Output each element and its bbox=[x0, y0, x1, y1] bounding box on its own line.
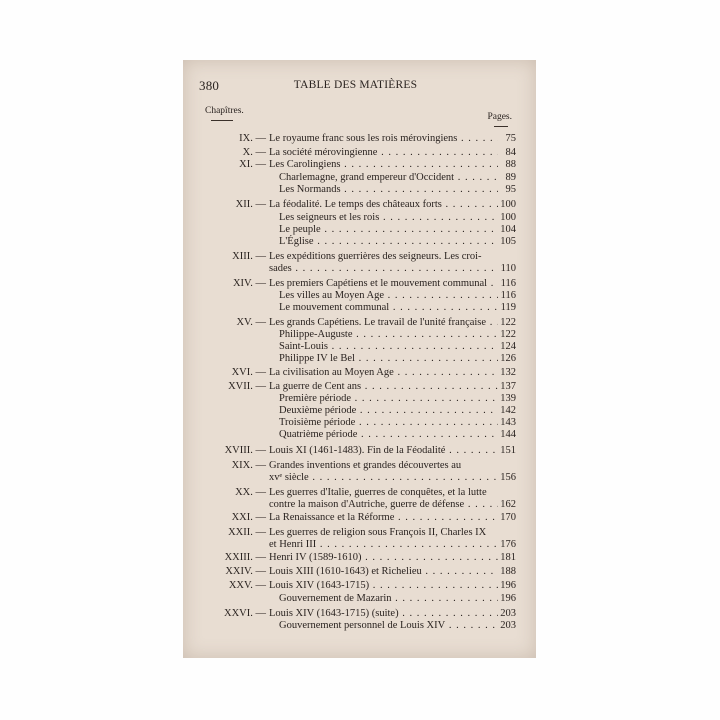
entry-page-number: 88 bbox=[505, 159, 516, 170]
entry-title: Troisième période . . . bbox=[279, 416, 498, 429]
entry-title: Les villes au Moyen Age . . . bbox=[279, 289, 498, 302]
entry-page-number: 89 bbox=[505, 172, 516, 183]
entry-title: Les expéditions guerrières des seigneurs. Les croi- bbox=[269, 251, 482, 262]
chapter-number: XIII. — bbox=[232, 251, 266, 262]
entry-title: La féodalité. Le temps des châteaux forts . . . bbox=[269, 198, 498, 211]
running-title: TABLE DES MATIÈRES bbox=[293, 79, 418, 91]
toc-entry bbox=[183, 592, 536, 605]
entry-page-number: 137 bbox=[500, 381, 516, 392]
pages-label: Pages. bbox=[487, 112, 512, 122]
entry-title: Première période . . . bbox=[279, 392, 498, 405]
entry-page-number: 196 bbox=[500, 580, 516, 591]
entry-title: Philippe IV le Bel . . . bbox=[279, 352, 498, 365]
entry-page-number: 188 bbox=[500, 566, 516, 577]
chapter-number: IX. — bbox=[239, 133, 266, 144]
chapter-number: XIX. — bbox=[231, 460, 266, 471]
toc-entry bbox=[183, 262, 536, 275]
entry-page-number: 151 bbox=[500, 445, 516, 456]
chapter-number: XXII. — bbox=[228, 527, 266, 538]
entry-title: Gouvernement personnel de Louis XIV . . . bbox=[279, 619, 498, 632]
entry-page-number: 170 bbox=[500, 512, 516, 523]
entry-title: Le royaume franc sous les rois mérovingiens . . . bbox=[269, 132, 498, 145]
chapter-number: XXVI. — bbox=[224, 608, 266, 619]
entry-page-number: 122 bbox=[500, 317, 516, 328]
entry-title: La société mérovingienne . . . bbox=[269, 146, 498, 159]
entry-title: contre la maison d'Autriche, guerre de défense . . . bbox=[269, 498, 498, 511]
entry-title: La civilisation au Moyen Age . . . bbox=[269, 366, 498, 379]
entry-title: Louis XI (1461-1483). Fin de la Féodalité . . . bbox=[269, 444, 498, 457]
table-of-contents bbox=[183, 60, 536, 658]
entry-page-number: 139 bbox=[500, 393, 516, 404]
entry-page-number: 144 bbox=[500, 429, 516, 440]
entry-title: Les seigneurs et les rois . . . bbox=[279, 211, 498, 224]
entry-title: Louis XIII (1610-1643) et Richelieu . . . bbox=[269, 565, 498, 578]
chapter-number: XVI. — bbox=[231, 367, 266, 378]
toc-entry bbox=[183, 511, 536, 524]
entry-title: Philippe-Auguste . . . bbox=[279, 328, 498, 341]
entry-title: Charlemagne, grand empereur d'Occident . . . bbox=[279, 171, 498, 184]
entry-page-number: 143 bbox=[500, 417, 516, 428]
chapter-number: XXIII. — bbox=[224, 552, 266, 563]
chapter-number: XIV. — bbox=[232, 278, 266, 289]
chapter-number: XII. — bbox=[235, 199, 266, 210]
toc-entry bbox=[183, 352, 536, 365]
entry-title: Quatrième période . . . bbox=[279, 428, 498, 441]
entry-title: et Henri III . . . bbox=[269, 538, 498, 551]
entry-page-number: 116 bbox=[500, 278, 516, 289]
entry-page-number: 203 bbox=[500, 608, 516, 619]
entry-page-number: 105 bbox=[500, 236, 516, 247]
entry-page-number: 100 bbox=[500, 212, 516, 223]
chapter-number: XI. — bbox=[239, 159, 266, 170]
entry-title: Louis XIV (1643-1715) . . . bbox=[269, 579, 498, 592]
toc-entry bbox=[183, 579, 536, 592]
toc-entry bbox=[183, 428, 536, 441]
entry-title: Gouvernement de Mazarin . . . bbox=[279, 592, 498, 605]
entry-title: Saint-Louis . . . bbox=[279, 340, 498, 353]
entry-page-number: 119 bbox=[500, 302, 516, 313]
entry-page-number: 132 bbox=[500, 367, 516, 378]
entry-title: Grandes inventions et grandes découvertes au bbox=[269, 460, 462, 471]
entry-page-number: 122 bbox=[500, 329, 516, 340]
entry-page-number: 116 bbox=[500, 290, 516, 301]
entry-title: Le peuple . . . bbox=[279, 223, 498, 236]
toc-entry bbox=[183, 301, 536, 314]
entry-page-number: 95 bbox=[505, 184, 516, 195]
entry-page-number: 156 bbox=[500, 472, 516, 483]
toc-entry bbox=[183, 444, 536, 457]
toc-entry bbox=[183, 471, 536, 484]
chapter-number: X. — bbox=[242, 147, 266, 158]
entry-page-number: 110 bbox=[500, 263, 516, 274]
entry-page-number: 126 bbox=[500, 353, 516, 364]
toc-entry bbox=[183, 366, 536, 379]
entry-title: Les Normands . . . bbox=[279, 183, 498, 196]
entry-page-number: 162 bbox=[500, 499, 516, 510]
entry-page-number: 196 bbox=[500, 593, 516, 604]
book-page bbox=[183, 60, 536, 658]
chapter-number: XVII. — bbox=[228, 381, 266, 392]
entry-page-number: 124 bbox=[500, 341, 516, 352]
toc-entry bbox=[183, 198, 536, 211]
entry-title: La Renaissance et la Réforme . . . bbox=[269, 511, 498, 524]
entry-title: sades . . . bbox=[269, 262, 498, 275]
toc-entry bbox=[183, 235, 536, 248]
toc-entry bbox=[183, 498, 536, 511]
toc-entry bbox=[183, 132, 536, 145]
toc-entry bbox=[183, 619, 536, 632]
entry-title: Les guerres de religion sous François II, Charles IX bbox=[269, 527, 487, 538]
entry-page-number: 75 bbox=[505, 133, 516, 144]
entry-page-number: 104 bbox=[500, 224, 516, 235]
toc-entry bbox=[183, 158, 536, 171]
chapter-number: XV. — bbox=[236, 317, 266, 328]
entry-title: Les grands Capétiens. Le travail de l'unité française . . . bbox=[269, 316, 498, 329]
entry-page-number: 100 bbox=[500, 199, 516, 210]
toc-entry bbox=[183, 538, 536, 551]
chapter-number: XXIV. — bbox=[225, 566, 266, 577]
entry-title: Henri IV (1589-1610) . . . bbox=[269, 551, 498, 564]
entry-page-number: 142 bbox=[500, 405, 516, 416]
entry-page-number: 84 bbox=[505, 147, 516, 158]
chapters-label: Chapîtres. bbox=[205, 106, 244, 116]
entry-title: Les Carolingiens . . . bbox=[269, 158, 498, 171]
toc-entry bbox=[183, 565, 536, 578]
chapter-number: XX. — bbox=[235, 487, 266, 498]
entry-page-number: 181 bbox=[500, 552, 516, 563]
entry-title: xvᵉ siècle . . . bbox=[269, 471, 498, 484]
chapter-number: XXV. — bbox=[228, 580, 266, 591]
entry-title: L'Église . . . bbox=[279, 235, 498, 248]
page-number: 380 bbox=[199, 78, 220, 93]
toc-entry bbox=[183, 183, 536, 196]
entry-title: Deuxième période . . . bbox=[279, 404, 498, 417]
chapter-number: XVIII. — bbox=[224, 445, 266, 456]
entry-title: La guerre de Cent ans . . . bbox=[269, 380, 498, 393]
entry-title: Louis XIV (1643-1715) (suite) . . . bbox=[269, 607, 498, 620]
entry-title: Le mouvement communal . . . bbox=[279, 301, 498, 314]
entry-page-number: 203 bbox=[500, 620, 516, 631]
chapter-number: XXI. — bbox=[231, 512, 266, 523]
toc-entry bbox=[183, 551, 536, 564]
entry-title: Les premiers Capétiens et le mouvement communal . . . bbox=[269, 277, 498, 290]
entry-page-number: 176 bbox=[500, 539, 516, 550]
entry-title: Les guerres d'Italie, guerres de conquêtes, et la lutte bbox=[269, 487, 487, 498]
